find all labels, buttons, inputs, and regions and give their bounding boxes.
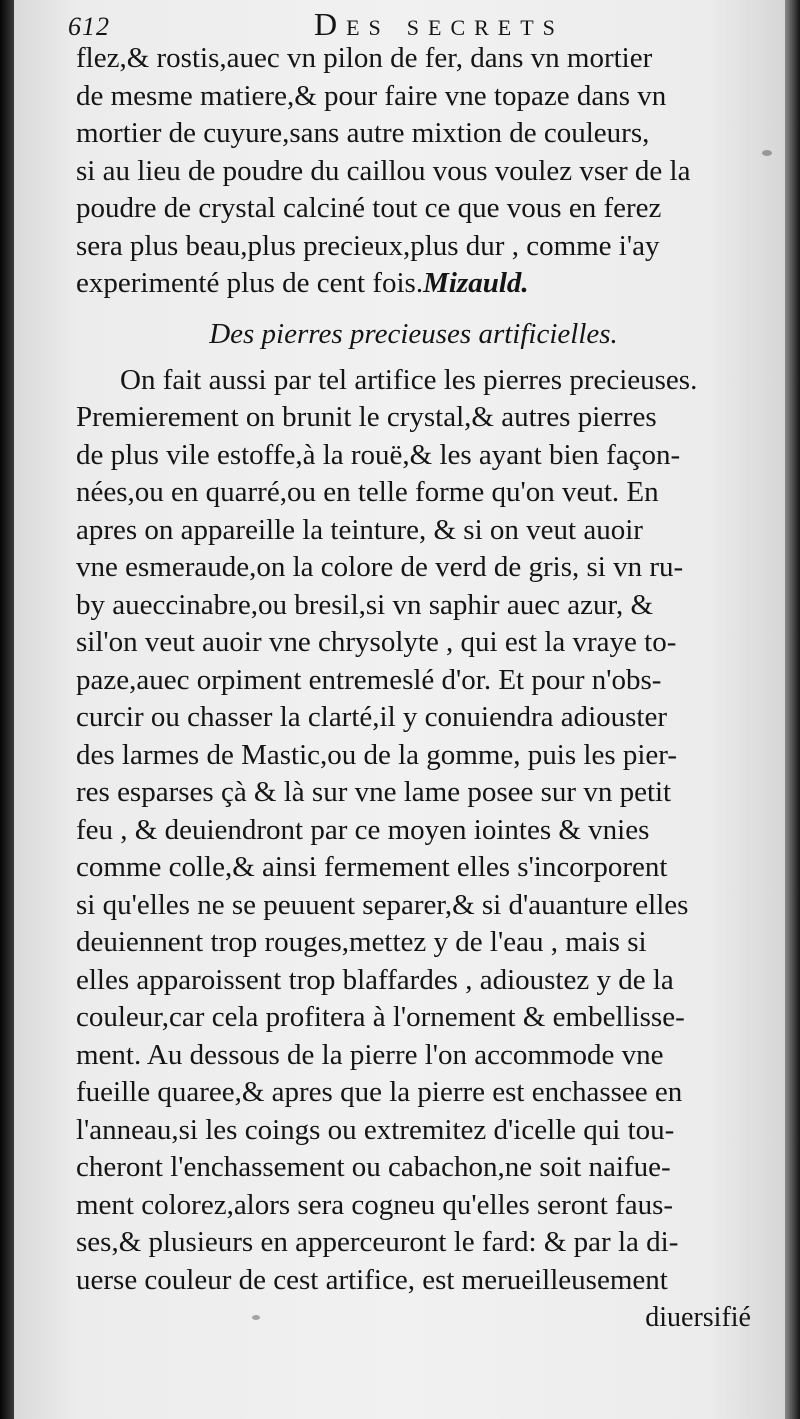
text-fragment: experimenté plus de cent fois.: [76, 267, 424, 299]
text-line: paze,auec orpiment entremeslé d'or. Et pour n'obs-: [76, 663, 662, 696]
page-number: 612: [68, 12, 110, 41]
text-line: uerse couleur de cest artifice, est merueilleusement: [76, 1263, 668, 1296]
text-line: by aueccinabre,ou bresil,si vn saphir auec azur, &: [76, 588, 653, 621]
text-line: de plus vile estoffe,à la rouë,& les ayant bien façon-: [76, 438, 681, 471]
ink-speck: [252, 1315, 260, 1320]
text-line: apres on appareille la teinture, & si on veut auoir: [76, 513, 643, 546]
text-line: nées,ou en quarré,ou en telle forme qu'on veut. En: [76, 476, 659, 508]
text-line: sil'on veut auoir vne chrysolyte , qui est la vraye to-: [76, 626, 677, 658]
catchword: diuersifié: [645, 1302, 751, 1333]
text-line: deuiennent trop rouges,mettez y de l'eau , mais si: [76, 926, 647, 958]
text-line: res esparses çà & là sur vne lame posee sur vn petit: [76, 776, 672, 808]
book-page: [14, 0, 785, 1419]
text-line: flez,& rostis,auec vn pilon de fer, dans vn mortier: [76, 42, 653, 74]
text-line: des larmes de Mastic,ou de la gomme, puis les pier-: [76, 738, 678, 771]
text-line: mortier de cuyure,sans autre mixtion de couleurs,: [76, 117, 650, 149]
text-line: sera plus beau,plus precieux,plus dur , comme i'ay: [76, 229, 660, 262]
text-line: ment colorez,alors sera cogneu qu'elles seront faus-: [76, 1188, 674, 1221]
text-line: On fait aussi par tel artifice les pierres precieuses.: [120, 363, 698, 396]
book-gutter-shadow: [0, 0, 14, 1419]
text-line: ses,& plusieurs en apperceuront le fard: & par la di-: [76, 1226, 679, 1258]
text-line: couleur,car cela profitera à l'ornement & embellisse-: [76, 1001, 685, 1033]
text-line: Premierement on brunit le crystal,& autres pierres: [76, 401, 657, 433]
text-line: fueille quaree,& apres que la pierre est enchassee en: [76, 1076, 683, 1108]
page-edge-shadow: [785, 0, 800, 1419]
author-attribution: Mizauld.: [423, 267, 529, 299]
text-line: l'anneau,si les coings ou extremitez d'icelle qui tou-: [76, 1113, 675, 1146]
text-line: vne esmeraude,on la colore de verd de gris, si vn ru-: [76, 551, 684, 583]
text-line: de mesme matiere,& pour faire vne topaze dans vn: [76, 79, 667, 112]
text-line: cheront l'enchassement ou cabachon,ne soit naifue-: [76, 1151, 671, 1183]
text-line: ment. Au dessous de la pierre l'on accommode vne: [76, 1038, 664, 1071]
text-line: si au lieu de poudre du caillou vous voulez vser de la: [76, 154, 691, 187]
text-line-with-author: [76, 265, 751, 303]
text-line: feu , & deuiendront par ce moyen iointes & vnies: [76, 813, 650, 846]
text-line: poudre de crystal calciné tout ce que vous en ferez: [76, 192, 662, 224]
ink-speck: [762, 150, 772, 156]
text-line: si qu'elles ne se peuuent separer,& si d'auanture elles: [76, 888, 689, 921]
text-line: curcir ou chasser la clarté,il y conuiendra adiouster: [76, 701, 668, 733]
text-line: elles apparoissent trop blaffardes , adioustez y de la: [76, 963, 674, 996]
text-block: [76, 40, 751, 1336]
running-title: Des secrets: [314, 6, 564, 42]
section-heading: Des pierres precieuses artificielles.: [209, 317, 618, 350]
text-line: comme colle,& ainsi fermement elles s'incorporent: [76, 851, 668, 883]
